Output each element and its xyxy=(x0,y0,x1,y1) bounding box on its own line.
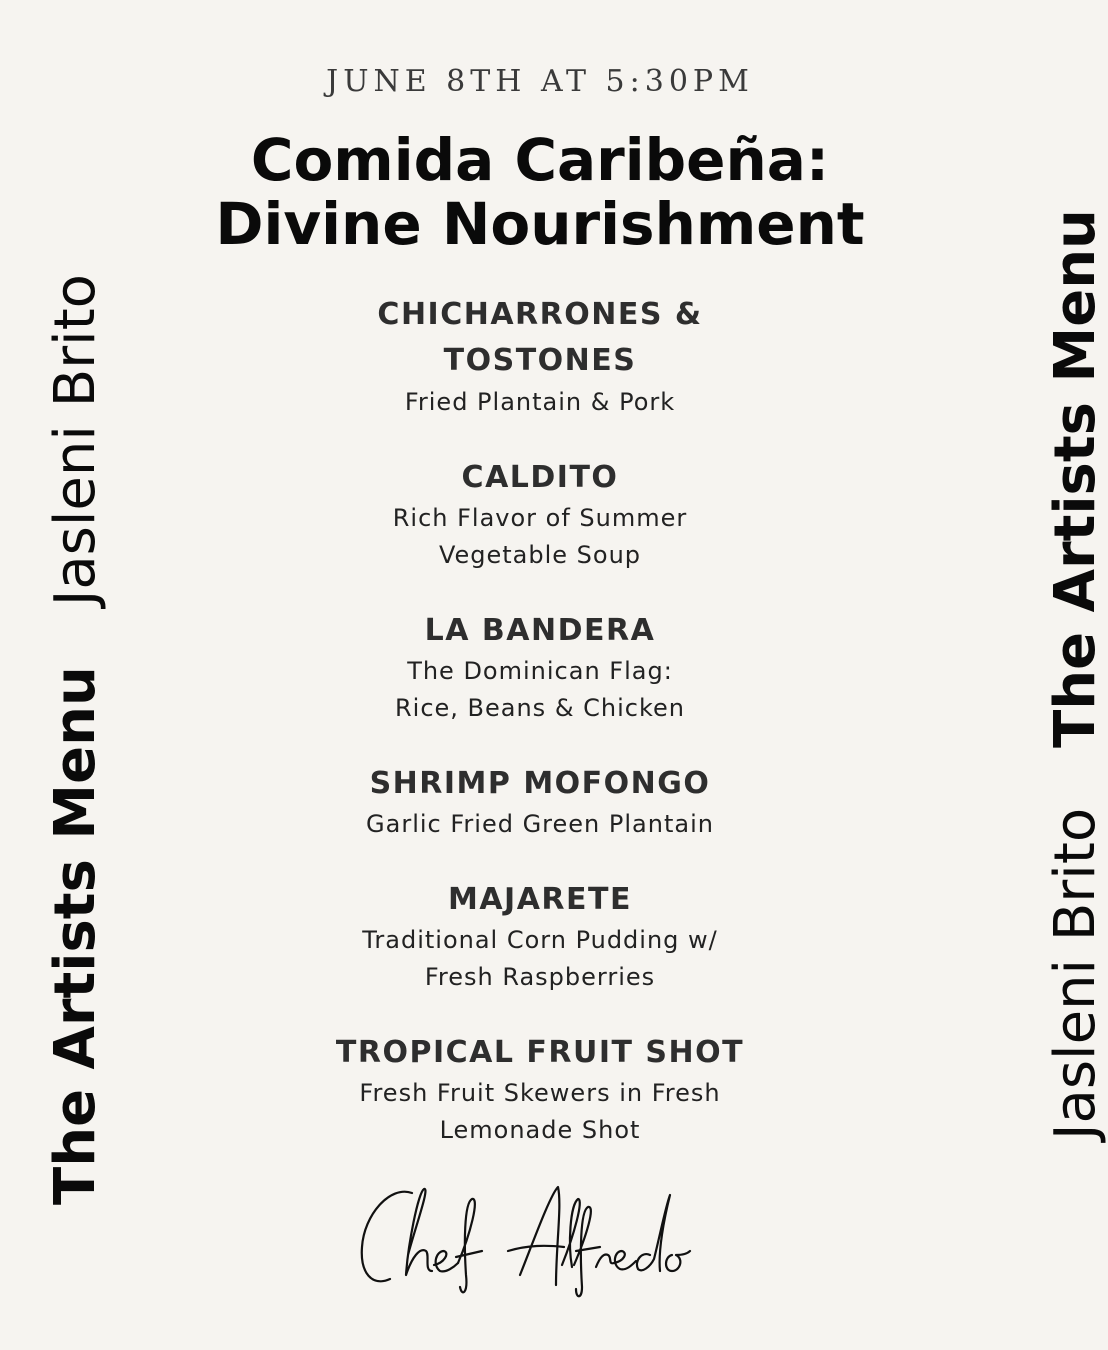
event-date: JUNE 8TH AT 5:30PM xyxy=(326,64,754,99)
menu-item-description: Fresh Raspberries xyxy=(424,963,656,991)
menu-item xyxy=(290,292,790,421)
right-banner-title: The Artists Menu xyxy=(1043,209,1108,748)
menu-item-name: MAJARETE xyxy=(447,882,632,917)
menu-item-name: SHRIMP MOFONGO xyxy=(369,766,711,801)
left-banner-title: The Artists Menu xyxy=(43,666,108,1205)
right-banner-artist: Jasleni Brito xyxy=(1043,807,1108,1140)
menu-item-description: Garlic Fried Green Plantain xyxy=(366,810,714,838)
menu-item-description: Rice, Beans & Chicken xyxy=(394,694,686,722)
menu-item-description: The Dominican Flag: xyxy=(407,657,673,685)
menu-item-description: Lemonade Shot xyxy=(439,1116,641,1144)
menu-item-name: LA BANDERA xyxy=(424,613,656,648)
title-line-2: Divine Nourishment xyxy=(215,190,865,258)
left-banner-artist: Jasleni Brito xyxy=(43,274,108,607)
menu-item-name: TROPICAL FRUIT SHOT xyxy=(335,1035,745,1070)
right-side-banner xyxy=(1043,209,1108,1140)
menu-item xyxy=(290,608,790,727)
menu-item-description: Fried Plantain & Pork xyxy=(404,388,676,416)
menu-item-description: Fresh Fruit Skewers in Fresh xyxy=(359,1079,721,1107)
menu-item xyxy=(290,877,790,996)
menu-item xyxy=(290,761,790,843)
menu-item xyxy=(290,1030,790,1149)
menu-item-name: CHICHARRONES & xyxy=(377,297,703,332)
menu-item-description: Traditional Corn Pudding w/ xyxy=(362,926,718,954)
menu-item-name: TOSTONES xyxy=(443,343,637,378)
menu-list xyxy=(290,292,790,1183)
menu-item xyxy=(290,455,790,574)
menu-item-description: Vegetable Soup xyxy=(438,541,642,569)
menu-item-name: CALDITO xyxy=(461,460,619,495)
left-side-banner xyxy=(43,274,108,1205)
menu-item-description: Rich Flavor of Summer xyxy=(392,504,688,532)
page-title xyxy=(0,128,1080,256)
chef-signature xyxy=(350,1175,730,1305)
title-line-1: Comida Caribeña: xyxy=(250,126,830,194)
